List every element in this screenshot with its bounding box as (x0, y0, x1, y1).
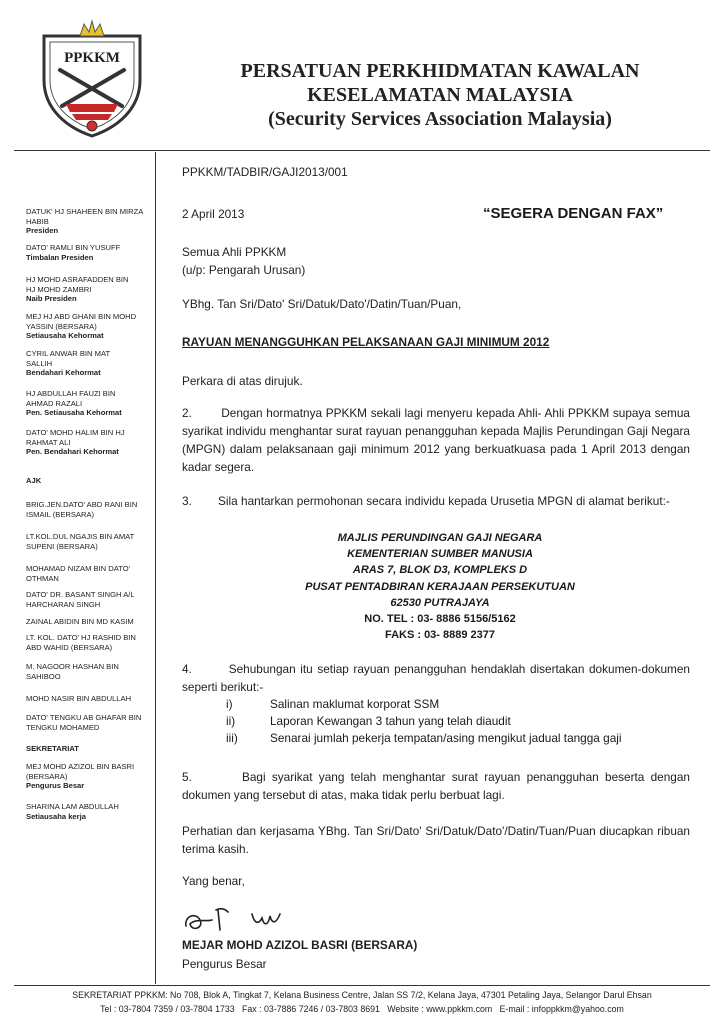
list-item (226, 696, 622, 713)
svg-text:PPKKM: PPKKM (64, 50, 120, 66)
list-number: ii) (226, 714, 236, 728)
secretariat-entry (26, 802, 156, 821)
paragraph-5: 5. Bagi syarikat yang telah menghantar surat rayuan penangguhan beserta dengan dokumen yang tersebut di atas, maka tidak perlu berbuat lagi. (182, 770, 694, 802)
flower-emblem-icon (87, 121, 97, 131)
paragraph-6: Perhatian dan kerjasama YBhg. Tan Sri/Dato' Sri/Datuk/Dato'/Datin/Tuan/Puan diucapkan ribuan terima kasih. (182, 824, 690, 856)
recipient-line2: (u/p: Pengarah Urusan) (182, 263, 306, 277)
officer-entry (26, 312, 156, 341)
list-item (226, 713, 622, 730)
ppkkm-crest-logo (36, 18, 148, 138)
recipient-line1: Semua Ahli PPKKM (182, 245, 287, 259)
document-list (226, 696, 622, 747)
list-number: i) (226, 697, 233, 711)
org-name-english: (Security Services Association Malaysia) (268, 108, 612, 130)
footer-address: SEKRETARIAT PPKKM: No 708, Blok A, Tingkat 7, Kelana Business Centre, Jalan SS 7/2, Kelana Jaya, 47301 Petaling Jaya, Selangor Darul Ehsan (72, 990, 652, 1000)
footer-divider (14, 985, 710, 986)
paragraph-4: 4. Sehubungan itu setiap rayuan penangguhan hendaklah disertakan dokumen-dokumen seperti berikut:- (182, 662, 694, 694)
ajk-member: MOHD NASIR BIN ABDULLAH (26, 694, 132, 703)
urgent-notice: “SEGERA DENGAN FAX” (483, 205, 664, 222)
officer-role: Presiden (26, 226, 59, 236)
officer-role: Bendahari Kehormat (26, 368, 101, 378)
officer-name: MEJ HJ ABD GHANI BIN MOHD YASSIN (BERSARA) (26, 312, 137, 331)
salutation: YBhg. Tan Sri/Dato' Sri/Datuk/Dato'/Datin/Tuan/Puan, (182, 297, 462, 311)
crown-icon (80, 21, 104, 36)
list-text: Salinan maklumat korporat SSM (270, 697, 440, 711)
ajk-member: LT.KOL.DUL NGAJIS BIN AMAT SUPENI (BERSARA) (26, 532, 135, 551)
secretariat-role: Pengurus Besar (26, 781, 85, 791)
handwritten-signature (182, 900, 342, 938)
officer-entry (26, 428, 156, 457)
ajk-member: DATO' TENGKU AB GHAFAR BIN TENGKU MOHAMED (26, 713, 142, 732)
address-line: ARAS 7, BLOK D3, KOMPLEKS D (352, 564, 528, 577)
letter-reference: PPKKM/TADBIR/GAJI2013/001 (182, 165, 348, 179)
ajk-member: MOHAMAD NIZAM BIN DATO' OTHMAN (26, 564, 131, 583)
address-line: PUSAT PENTADBIRAN KERAJAAN PERSEKUTUAN (305, 580, 575, 593)
paragraph-3: 3. Sila hantarkan permohonan secara individu kepada Urusetia MPGN di alamat berikut:- (182, 494, 670, 508)
org-name-line1: PERSATUAN PERKHIDMATAN KAWALAN (240, 60, 640, 82)
officer-name: HJ ABDULLAH FAUZI BIN AHMAD RAZALI (26, 389, 116, 408)
mpgn-address (250, 530, 630, 611)
secretariat-heading: SEKRETARIAT (26, 744, 79, 753)
officer-role: Setiausaha Kehormat (26, 331, 104, 341)
org-name-line2: KESELAMATAN MALAYSIA (307, 84, 573, 106)
address-line: KEMENTERIAN SUMBER MANUSIA (347, 548, 533, 561)
officer-role: Pen. Bendahari Kehormat (26, 447, 119, 457)
list-text: Laporan Kewangan 3 tahun yang telah diaudit (270, 714, 511, 728)
address-line: MAJLIS PERUNDINGAN GAJI NEGARA (337, 532, 543, 544)
list-text: Senarai jumlah pekerja tempatan/asing mengikut jadual tangga gaji (270, 731, 622, 745)
address-line: 62530 PUTRAJAYA (390, 596, 490, 609)
officer-name: CYRIL ANWAR BIN MAT SALLIH (26, 349, 110, 368)
officer-entry (26, 389, 156, 418)
closing: Yang benar, (182, 874, 245, 888)
paragraph-2: 2. Dengan hormatnya PPKKM sekali lagi menyeru kepada Ahli- Ahli PPKKM supaya semua syarikat individu menghantar surat rayuan penangguhan kepada Majlis Perundingan Gaji Negara (MPGN) dalam pelaksanaan gaji minimum 2012 yang berkuatkuasa pada 1 April 2013 dengan kadar segera. (182, 406, 694, 474)
footer-contact: Tel : 03-7804 7359 / 03-7804 1733 Fax : 03-7886 7246 / 03-7803 8691 Website : www.ppkkm.com E-mail : infoppkkm@yahoo.com (100, 1004, 624, 1014)
officer-entry (26, 207, 156, 236)
secretariat-entry (26, 762, 156, 791)
signatory-name: MEJAR MOHD AZIZOL BASRI (BERSARA) (182, 938, 418, 952)
ajk-member: DATO' DR. BASANT SINGH A/L HARCHARAN SINGH (26, 590, 135, 609)
letter-date: 2 April 2013 (182, 207, 245, 221)
officer-role: Pen. Setiausaha Kehormat (26, 408, 122, 418)
ajk-member: LT. KOL. DATO' HJ RASHID BIN ABD WAHID (BERSARA) (26, 633, 136, 652)
officer-entry (26, 275, 156, 304)
officer-entry (26, 349, 156, 378)
ajk-member: M. NAGOOR HASHAN BIN SAHIBOO (26, 662, 119, 681)
signatory-title: Pengurus Besar (182, 957, 267, 971)
fax-number: FAKS : 03- 8889 2377 (384, 629, 496, 642)
officer-role: Naib Presiden (26, 294, 77, 304)
officer-name: HJ MOHD ASRAFADDEN BIN HJ MOHD ZAMBRI (26, 275, 129, 294)
paragraph-1: Perkara di atas dirujuk. (182, 374, 303, 388)
mpgn-contact (250, 611, 630, 643)
secretariat-name: MEJ MOHD AZIZOL BIN BASRI (BERSARA) (26, 762, 135, 781)
officer-role: Timbalan Presiden (26, 252, 94, 262)
letter-subject: RAYUAN MENANGGUHKAN PELAKSANAAN GAJI MINIMUM 2012 (182, 335, 550, 349)
secretariat-role: Setiausaha kerja (26, 811, 86, 821)
header-divider (14, 150, 710, 151)
officer-name: DATO' MOHD HALIM BIN HJ RAHMAT ALI (26, 428, 125, 447)
secretariat-name: SHARINA LAM ABDULLAH (26, 802, 119, 811)
list-number: iii) (226, 731, 238, 745)
ajk-member: BRIG.JEN.DATO' ABD RANI BIN ISMAIL (BERSARA) (26, 500, 138, 519)
ajk-member: ZAINAL ABIDIN BIN MD KASIM (26, 617, 134, 626)
telephone-number: NO. TEL : 03- 8886 5156/5162 (364, 613, 516, 625)
officer-name: DATUK' HJ SHAHEEN BIN MIRZA HABIB (26, 207, 143, 226)
ajk-heading: AJK (26, 476, 42, 485)
list-item (226, 730, 622, 747)
officer-entry (26, 243, 156, 262)
officer-name: DATO' RAMLI BIN YUSUFF (26, 243, 121, 252)
